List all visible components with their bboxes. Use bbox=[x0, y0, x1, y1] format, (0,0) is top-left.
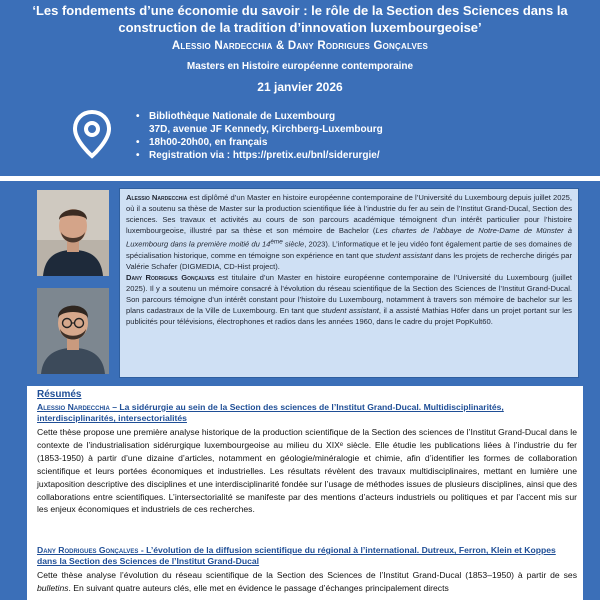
bio-goncalves: Dany Rodrigues Gonçalves est titulaire d’un Master en histoire européenne contemporaine de l’Université du Luxembourg (juillet 2025). Il y a soutenu un mémoire consacré à l’évolution du réseau scientifique de la Section des Sciences de l’Institut Grand-Ducal. Son parcours témoigne d’un intérêt constant pour l’histoire du Luxembourg, notamment à travers son mémoire de bachelor sur les plans cadastraux de la Ville de Luxembourg. En tant que student assistant, il a assisté Mathias Höfer dans un projet portant sur les publicités pour télévisions, électrophones et radios dans les années 1960, dans le cadre du projet PopKult60. bbox=[126, 272, 572, 326]
speakers: Alessio Nardecchia & Dany Rodrigues Gonçalves bbox=[171, 40, 429, 52]
time-item: • 18h00-20h00, en français bbox=[136, 137, 268, 148]
event-time: 18h00-20h00, en français bbox=[149, 137, 268, 148]
bio-nardecchia: Alessio Nardecchia est diplômé d’un Master en histoire européenne contemporaine de l’Université du Luxembourg depuis juillet 2025, où il a soutenu sa thèse de Master sur la production scientifique liée à l’industrie du fer au sein de l’Institut Grand-Ducal, Section des sciences. Ses travaux et activités au cours de son parcours académique témoignent d’un intérêt particulier pour l’histoire luxembourgeoise, illustré par sa thèse et son mémoire de Bachelor (Les chartes de l’abbaye de Notre-Dame de Münster à Luxembourg dans la première moitié du 14ème siècle, 2023). L’informatique et le jeu vidéo font également partie de ses domaines de spécialisation historique, comme en témoigne son expérience en tant que student assistant dans les projets de recherche dirigés par Valérie Schafer (DIGMEDIA, CD-Hist project). bbox=[126, 193, 572, 271]
portrait-nardecchia bbox=[37, 190, 109, 276]
program-subtitle: Masters en Histoire européenne contemporaine bbox=[186, 61, 414, 72]
abstract-text-goncalves: Cette thèse analyse l’évolution du réseau scientifique de la Section des Sciences de l’Institut Grand-Ducal (1853–1950) à partir de ses bulletins. En suivant quatre auteurs clés, elle met en évidence le passage d’échanges principalement directs bbox=[37, 570, 577, 593]
event-info-list bbox=[136, 110, 383, 162]
abstract-title-nardecchia: Alessio Nardecchia – La sidérurgie au sein de la Section des sciences de l’Institut Grand-Ducal. Multidisciplinarités, interdisciplinarités, intersectorialités bbox=[37, 402, 504, 423]
event-title: ‘Les fondements d’une économie du savoir : le rôle de la Section des Sciences dans la construction de la tradition d’innovation luxembourgeoise’ bbox=[32, 3, 568, 35]
event-header bbox=[0, 0, 600, 176]
resumes-heading: Résumés bbox=[37, 389, 82, 400]
map-pin-icon bbox=[72, 110, 112, 160]
portrait-goncalves bbox=[37, 288, 109, 374]
abstract-title-goncalves: Dany Rodrigues Gonçalves - L’évolution de la diffusion scientifique du régional à l’international. Dutreux, Ferron, Klein et Koppes dans la Section des Sciences de l’Institut Grand-Ducal bbox=[37, 545, 556, 566]
registration-link[interactable]: Registration via : https://pretix.eu/bnl/siderurgie/ bbox=[149, 150, 380, 161]
venue-name: Bibliothèque Nationale de Luxembourg bbox=[149, 111, 336, 122]
event-date: 21 janvier 2026 bbox=[257, 80, 343, 94]
abstract-text-nardecchia: Cette thèse propose une première analyse historique de la production scientifique de la Section des sciences de l’Institut Grand-Ducal dans le contexte de l’industrialisation sidérurgique luxembourgeoise au milieu du XIXᵉ siècle. Elle étudie les publications liées à l’industrie du fer (1853-1950) à partir d’une dizaine d’articles, notamment en géologie/minéralogie et chimie, afin d’identifier les formes de collaboration scientifique et leurs portées économiques et industrielles. Les résultats révèlent des travaux multidisciplinaires, mettant en lumière une juxtaposition descriptive des disciplines et une interdisciplinarité fondée sur l’usage de méthodes issues de plusieurs disciplines, ainsi que des collaborations entre scientifiques. L’intersectorialité se manifeste par des mentions d’acteurs industriels ou politiques et par l’accent mis sur les enjeux économiques et industriels de ces recherches. bbox=[37, 427, 577, 515]
registration-item: • Registration via : https://pretix.eu/bnl/siderurgie/ bbox=[136, 150, 380, 161]
venue-address: 37D, avenue JF Kennedy, Kirchberg-Luxembourg bbox=[149, 124, 383, 135]
speaker-bios bbox=[119, 188, 579, 378]
venue-item: • Bibliothèque Nationale de Luxembourg bbox=[136, 111, 336, 122]
